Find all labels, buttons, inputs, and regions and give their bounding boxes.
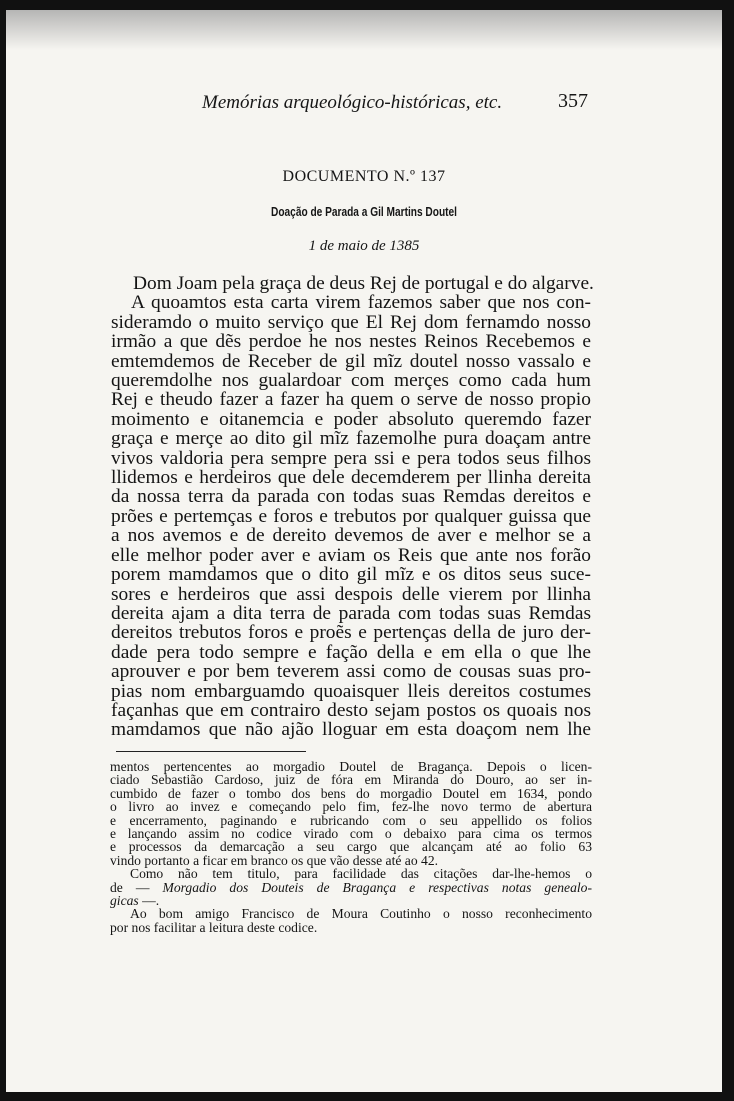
body-line: sores e herdeiros que assi despois delle vierem por llinha bbox=[111, 583, 591, 605]
body-line: vivos valdoria pera sempre pera ssi e pera todos seus filhos bbox=[111, 447, 591, 469]
body-line: A quoamtos esta carta virem fazemos saber que nos con- bbox=[131, 292, 591, 314]
body-line: moimento e oitanemcia e poder absoluto queremdo fazer bbox=[111, 408, 591, 430]
footnote-line: vindo portanto a ficar em branco os que vão desse até ao 42. bbox=[110, 852, 439, 868]
footnote-cited-title: Morgadio dos Douteis de Bragança e respectivas notas genealo- bbox=[162, 879, 592, 895]
body-line: a nos avemos e de dereito devemos de aver e melhor se a bbox=[111, 525, 591, 547]
scanned-page bbox=[6, 10, 722, 1092]
body-line: dereita ajam a dita terra de parada com todas suas Remdas bbox=[111, 602, 591, 624]
body-line: pias nom embarguamdo quoaisquer lleis dereitos costumes bbox=[111, 680, 591, 702]
footnote-title-prefix: de — bbox=[110, 879, 163, 895]
body-line: Dom Joam pela graça de deus Rej de portugal e do algarve. bbox=[133, 273, 594, 294]
footnote-line: cumbido de fazer o tombo dos bens do morgadio Doutel em 1634, pondo bbox=[110, 785, 592, 801]
footnote-paragraph-2-end bbox=[110, 894, 592, 907]
body-line: mamdamos que não ajão lloguar em esta doaçom nem lhe bbox=[111, 719, 591, 741]
body-line: Rej e theudo fazer a fazer ha quem o serve de nosso propio bbox=[111, 389, 591, 411]
body-line: irmão a que dẽs perdoe he nos nestes Reinos Recebemos e bbox=[111, 331, 591, 353]
body-line: da nossa terra da parada con todas suas Remdas dereitos e bbox=[111, 486, 591, 508]
body-line: prões e pertemças e foros e trebutos por qualquer guissa que bbox=[111, 505, 591, 527]
footnote-cited-title-end: gicas bbox=[110, 893, 139, 909]
footnote-line: e lançando assim no codice virado com o debaixo para cima os termos bbox=[110, 826, 592, 842]
document-subtitle: Doação de Parada a Gil Martins Doutel bbox=[271, 204, 457, 219]
footnote-divider bbox=[116, 751, 306, 752]
footnote-acknowledgement: Ao bom amigo Francisco de Moura Coutinho o nosso reconhecimento bbox=[130, 906, 592, 922]
body-line: llidemos e herdeiros que dele decemderem per llinha dereita bbox=[111, 467, 591, 489]
footnote-paragraph-2-title-line bbox=[110, 881, 592, 894]
document-title: DOCUMENTO N.º 137 bbox=[282, 168, 446, 185]
footnote bbox=[110, 760, 592, 934]
body-line: sideramdo o muito serviço que El Rej dom fernamdo nosso bbox=[111, 311, 591, 333]
body-line: dereitos trebutos foros e proẽs e pertenças della de juro der- bbox=[111, 622, 591, 644]
body-line: dade pera todo sempre e fação della e em ella o que lhe bbox=[111, 641, 591, 663]
body-line: emtemdemos de Receber de gil mĩz doutel nosso vassalo e bbox=[111, 350, 591, 372]
footnote-acknowledgement-end: por nos facilitar a leitura deste codice. bbox=[110, 919, 318, 935]
footnote-line: mentos pertencentes ao morgadio Doutel de Bragança. Depois o licen- bbox=[110, 759, 592, 774]
document-body bbox=[111, 273, 594, 741]
page-number: 357 bbox=[558, 90, 588, 112]
footnote-line: o livro ao invez e começando pelo fim, fez-lhe novo termo de abertura bbox=[110, 799, 592, 815]
body-line: queremdolhe nos gualardoar com merçes como cada hum bbox=[111, 370, 591, 392]
footnote-title-suffix: —. bbox=[138, 893, 160, 909]
body-line: aprouver e por bem teverem assi como de cousas suas pro- bbox=[111, 661, 591, 683]
footnote-paragraph-2: Como não tem titulo, para facilidade das citações dar-lhe-hemos o bbox=[130, 866, 592, 882]
body-line: porem mamdamos que o dito gil mĩz e os ditos seus suce- bbox=[111, 564, 591, 586]
body-line: façanhas que em contrairo desto sejam postos os quoais nos bbox=[111, 699, 591, 721]
footnote-line: e processos da demarcação a seu cargo que alcançam até ao folio 63 bbox=[110, 839, 592, 855]
footnote-line: e encerramento, paginando e rubricando com o seu appellido os folios bbox=[110, 812, 592, 828]
body-line: graça e merçe ao dito gil mĩz fazemolhe pura doaçam antre bbox=[111, 428, 591, 450]
scan-shadow bbox=[6, 10, 722, 50]
document-date: 1 de maio de 1385 bbox=[308, 238, 420, 254]
footnote-line: ciado Sebastião Cardoso, juiz de fóra em Miranda do Douro, ao ser in- bbox=[110, 772, 592, 788]
body-line: elle melhor poder aver e aviam os Reis que ante nos forão bbox=[111, 544, 591, 566]
running-title: Memórias arqueológico-históricas, etc. bbox=[202, 92, 503, 113]
